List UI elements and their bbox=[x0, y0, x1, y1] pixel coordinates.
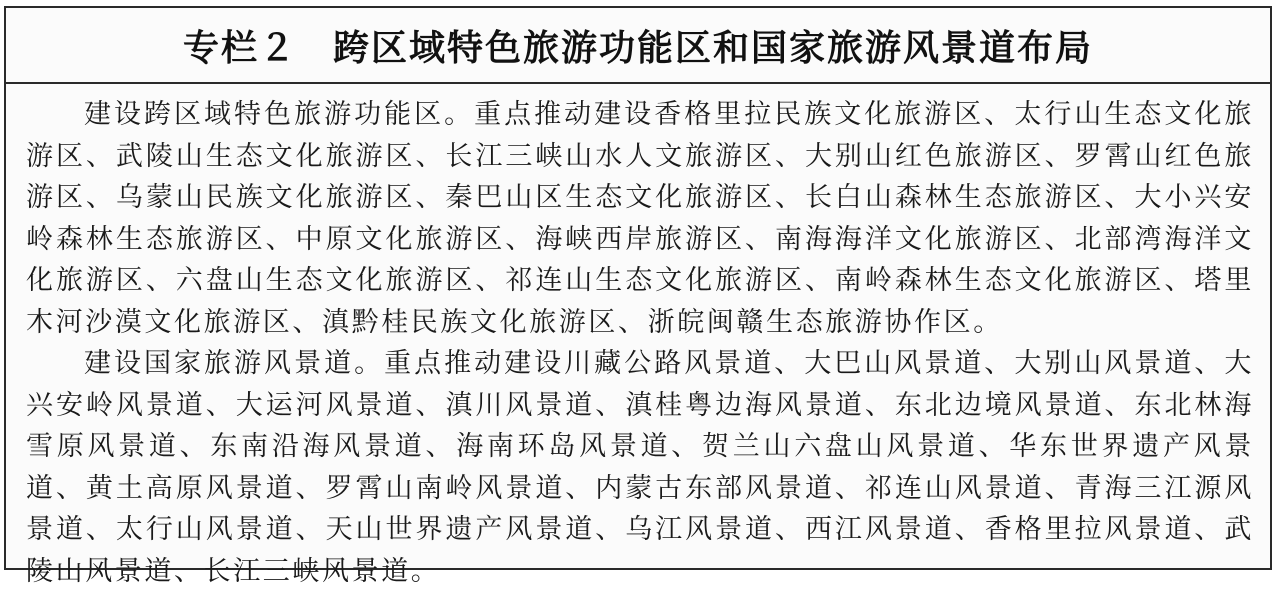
paragraph-scenic-byways: 建设国家旅游风景道。重点推动建设川藏公路风景道、大巴山风景道、大别山风景道、大兴安岭风景道、大运河风景道、滇川风景道、滇桂粤边海风景道、东北边境风景道、东北林海雪原风景道、东南沿海风景道、海南环岛风景道、贺兰山六盘山风景道、华东世界遗产风景道、黄土高原风景道、罗霄山南岭风景道、内蒙古东部风景道、祁连山风景道、青海三江源风景道、太行山风景道、天山世界遗产风景道、乌江风景道、西江风景道、香格里拉风景道、武陵山风景道、长江三峡风景道。 bbox=[26, 348, 1254, 587]
column-label: 专栏２ bbox=[182, 27, 297, 69]
title-bar bbox=[6, 8, 1270, 84]
column-title bbox=[183, 20, 1093, 71]
paragraph-functional-zones: 建设跨区域特色旅游功能区。重点推动建设香格里拉民族文化旅游区、太行山生态文化旅游区、武陵山生态文化旅游区、长江三峡山水人文旅游区、大别山红色旅游区、罗霄山红色旅游区、乌蒙山民族文化旅游区、秦巴山区生态文化旅游区、长白山森林生态旅游区、大小兴安岭森林生态旅游区、中原文化旅游区、海峡西岸旅游区、南海海洋文化旅游区、北部湾海洋文化旅游区、六盘山生态文化旅游区、祁连山生态文化旅游区、南岭森林生态文化旅游区、塔里木河沙漠文化旅游区、滇黔桂民族文化旅游区、浙皖闽赣生态旅游协作区。 bbox=[26, 99, 1254, 338]
column-box bbox=[4, 6, 1272, 587]
column-heading: 跨区域特色旅游功能区和国家旅游风景道布局 bbox=[333, 27, 1094, 69]
column-content bbox=[6, 84, 1270, 592]
